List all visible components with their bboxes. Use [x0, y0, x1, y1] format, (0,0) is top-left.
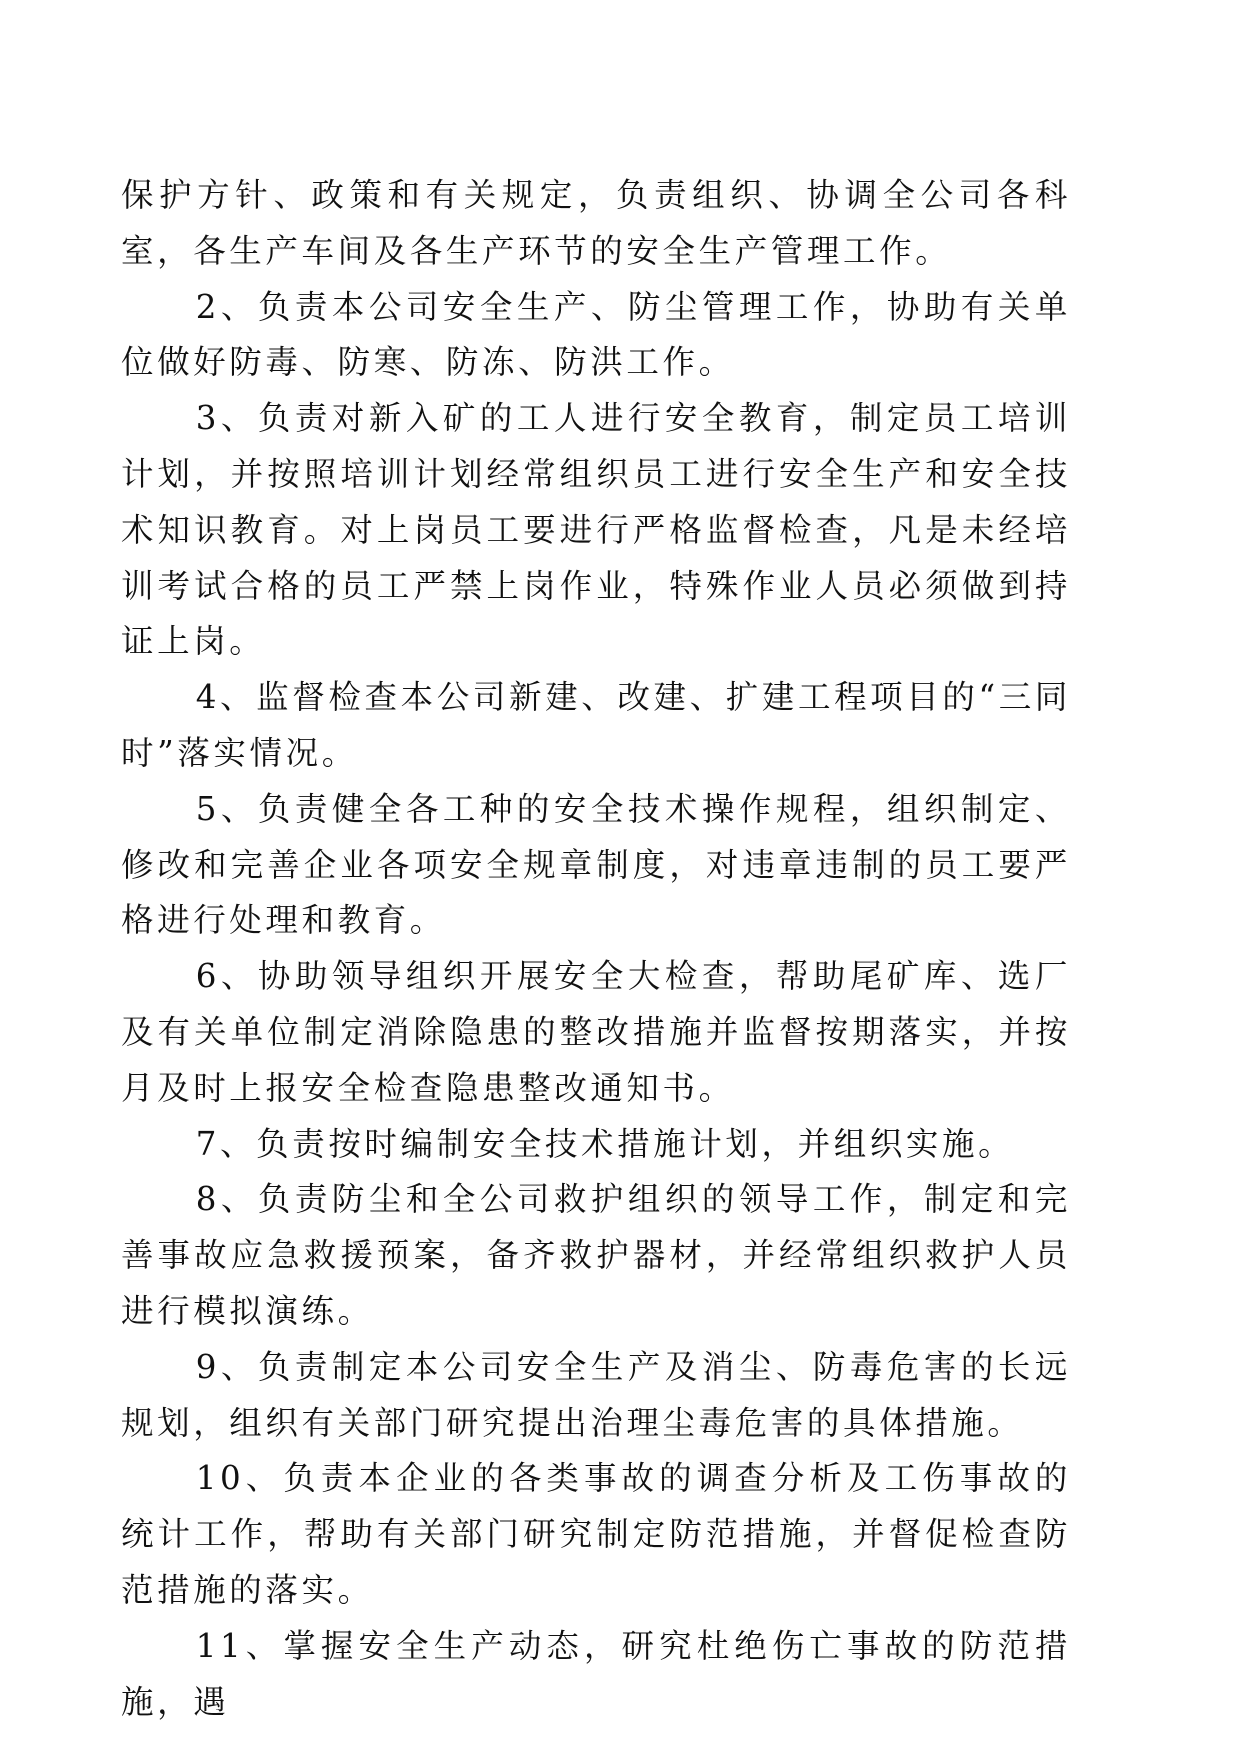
paragraph-item-7: 7、负责按时编制安全技术措施计划，并组织实施。 [195, 1124, 1015, 1163]
paragraph-item-8: 8、负责防尘和全公司救护组织的领导工作，制定和完善事故应急救援预案，备齐救护器材，并经常组织救护人员进行模拟演练。 [121, 1180, 1071, 1330]
paragraph-item-9: 9、负责制定本公司安全生产及消尘、防毒危害的长远规划，组织有关部门研究提出治理尘毒危害的具体措施。 [121, 1347, 1071, 1442]
paragraph-continuation: 保护方针、政策和有关规定，负责组织、协调全公司各科室，各生产车间及各生产环节的安全生产管理工作。 [121, 176, 1071, 270]
paragraph-item-10: 10、负责本企业的各类事故的调查分析及工伤事故的统计工作，帮助有关部门研究制定防范措施，并督促检查防范措施的落实。 [121, 1459, 1071, 1609]
paragraph-item-3: 3、负责对新入矿的工人进行安全教育，制定员工培训计划，并按照培训计划经常组织员工进行安全生产和安全技术知识教育。对上岗员工要进行严格监督检查，凡是未经培训考试合格的员工严禁上岗作业，特殊作业人员必须做到持证上岗。 [121, 399, 1071, 661]
paragraph-item-5: 5、负责健全各工种的安全技术操作规程，组织制定、修改和完善企业各项安全规章制度，对违章违制的员工要严格进行处理和教育。 [121, 789, 1071, 940]
paragraph-item-6: 6、协助领导组织开展安全大检查，帮助尾矿库、选厂及有关单位制定消除隐患的整改措施并监督按期落实，并按月及时上报安全检查隐患整改通知书。 [121, 957, 1071, 1107]
paragraph-item-2: 2、负责本公司安全生产、防尘管理工作，协助有关单位做好防毒、防寒、防冻、防洪工作。 [121, 287, 1071, 382]
document-body [121, 168, 1071, 1730]
paragraph-item-4: 4、监督检查本公司新建、改建、扩建工程项目的“三同时”落实情况。 [121, 678, 1071, 772]
paragraph-item-11: 11、掌握安全生产动态，研究杜绝伤亡事故的防范措施，遇 [121, 1626, 1071, 1721]
